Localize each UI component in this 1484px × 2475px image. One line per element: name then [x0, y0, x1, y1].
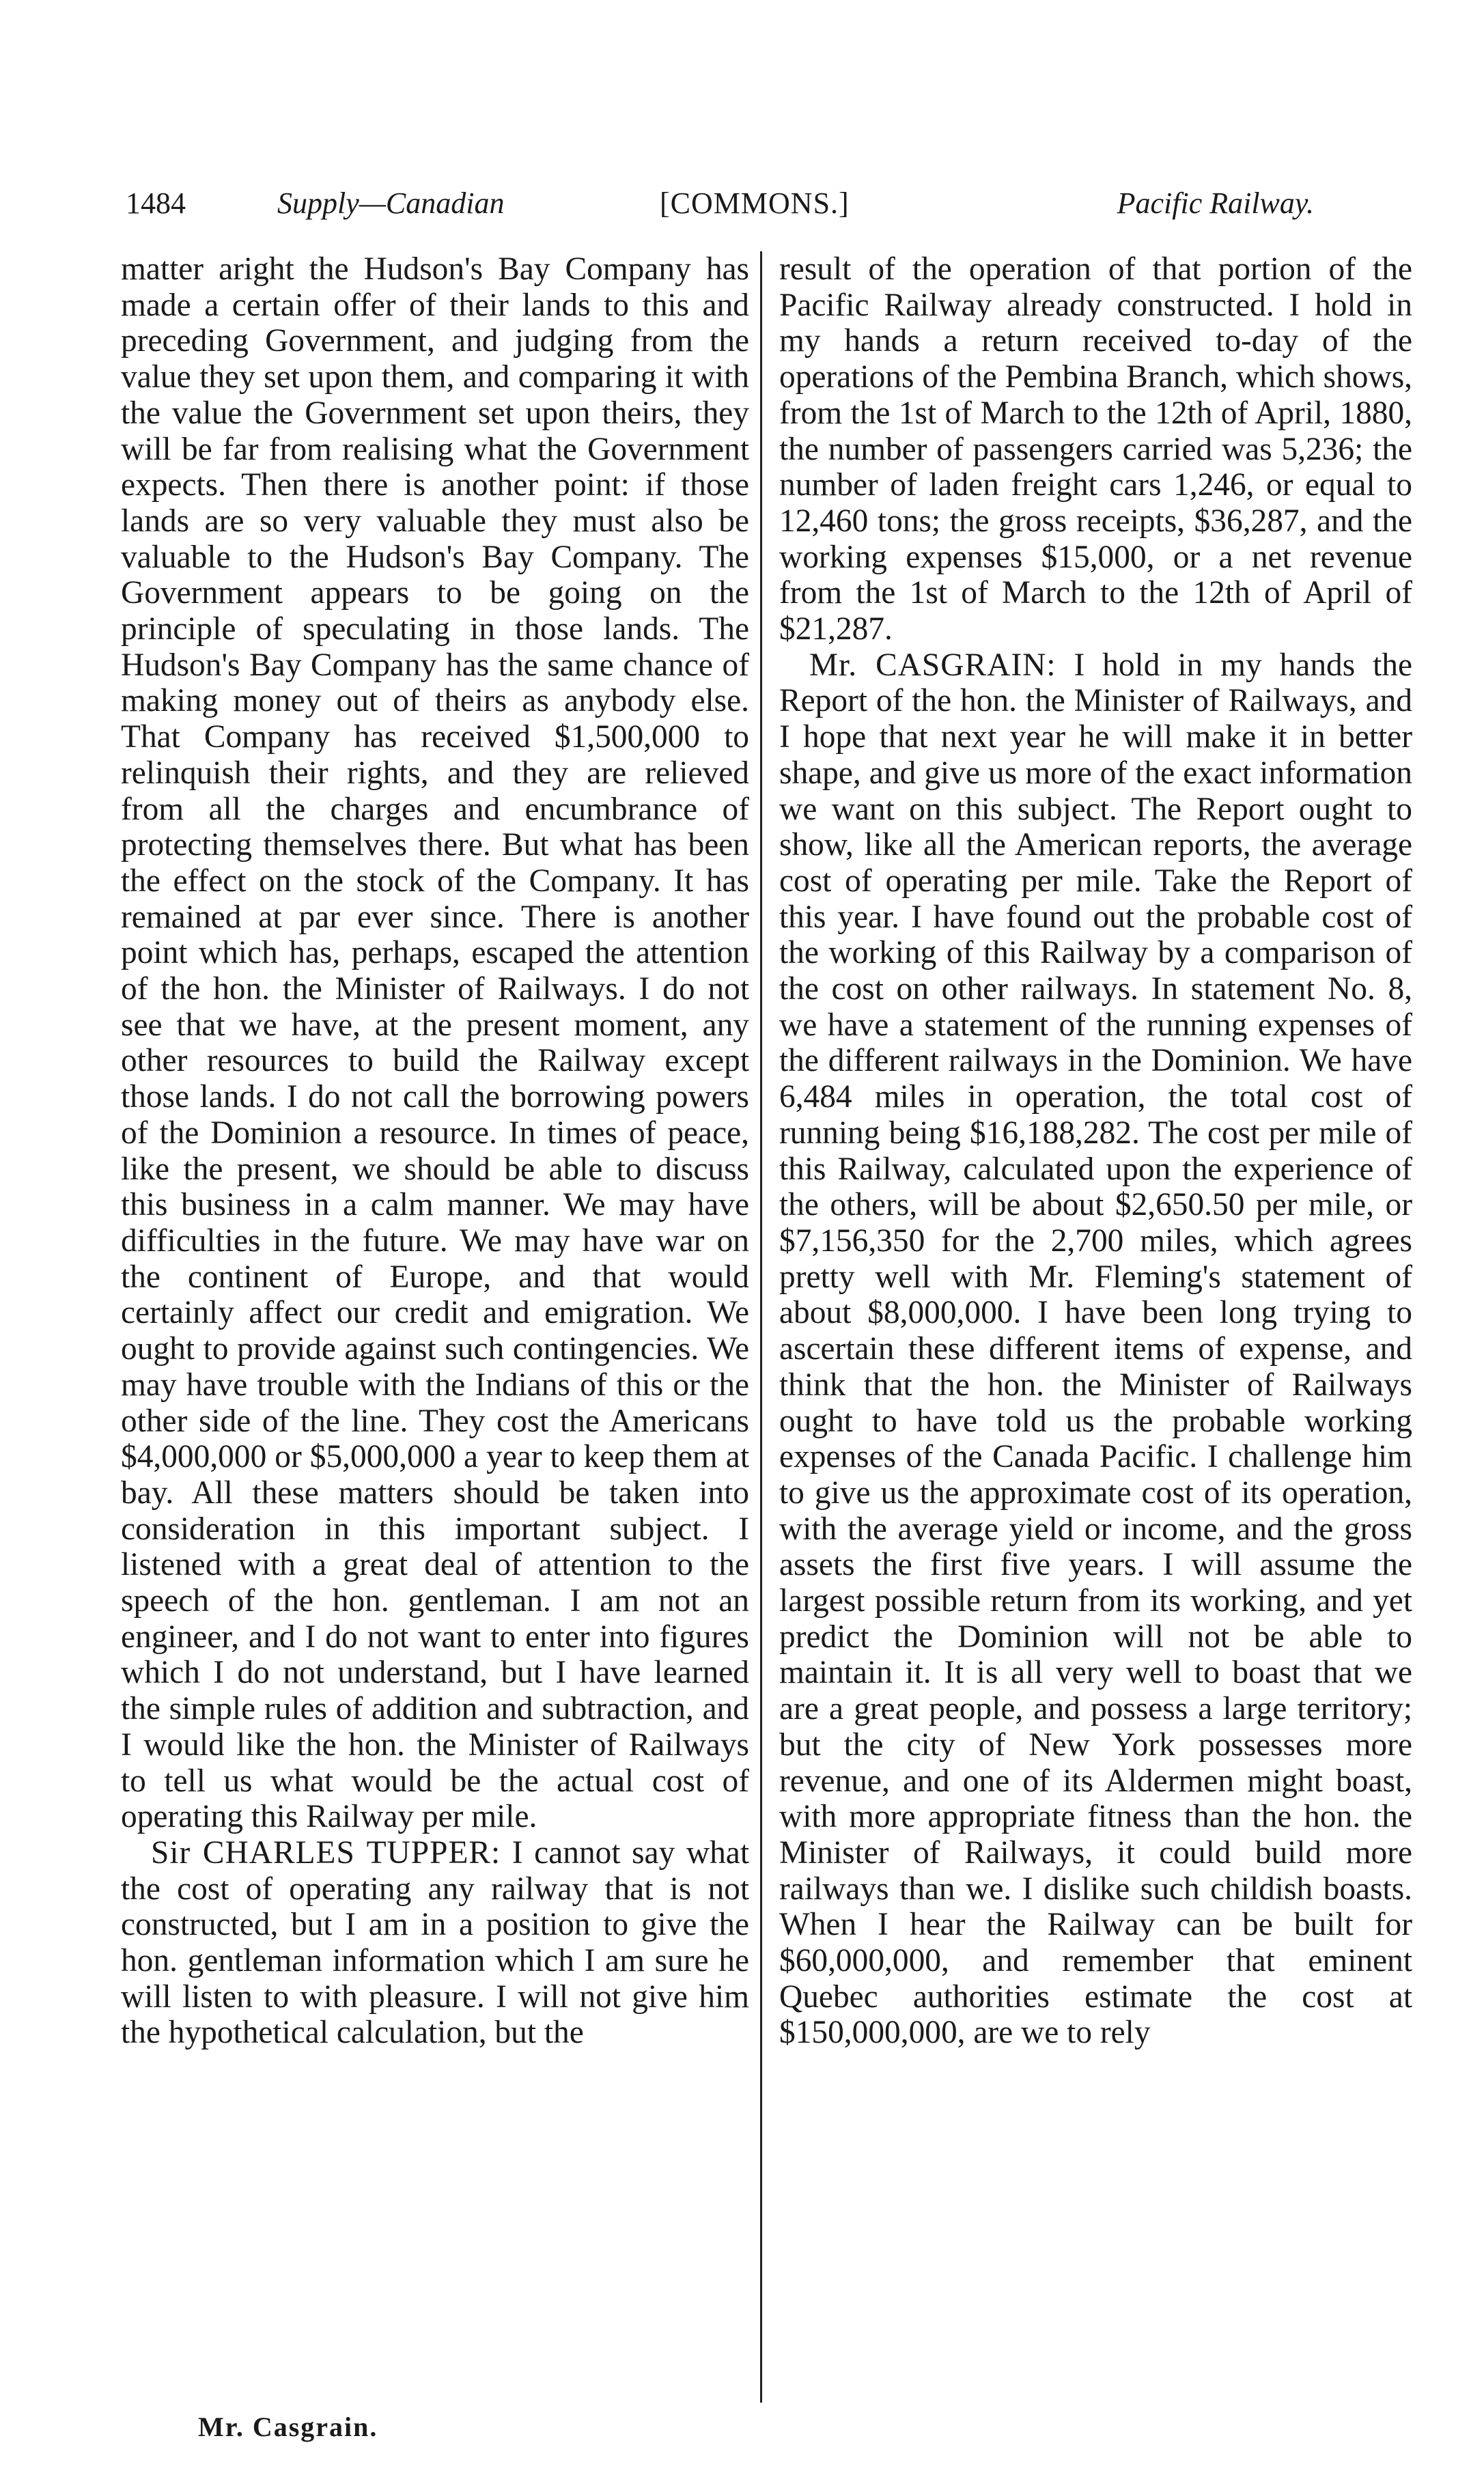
header-right-title: Pacific Railway. — [1117, 186, 1314, 220]
column-divider — [760, 251, 762, 2403]
header-center-title: [COMMONS.] — [660, 186, 850, 220]
header-left-title: Supply—Canadian — [277, 186, 505, 220]
right-paragraph-2 — [779, 647, 1412, 2051]
left-paragraph-2 — [121, 1835, 749, 2051]
running-header — [126, 176, 1314, 231]
speaker-name: Mr. CASGRAIN: — [809, 647, 1056, 683]
left-paragraph-1: matter aright the Hudson's Bay Company has made a certain offer of their lands to this and preceding Government, and judging from the value they set upon them, and comparing it with the value the Government set upon theirs, they will be far from realising what the Government expects. Then there is another point: if those lands are so very valuable they must also be valuable to the Hudson's Bay Company. The Government appears to be going on the principle of speculating in those lands. The Hudson's Bay Company has the same chance of making money out of theirs as anybody else. That Company has received $1,500,000 to relinquish their rights, and they are relieved from all the charges and encumbrance of protecting themselves there. But what has been the effect on the stock of the Company. It has remained at par ever since. There is another point which has, perhaps, escaped the attention of the hon. the Minister of Railways. I do not see that we have, at the present moment, any other resources to build the Railway except those lands. I do not call the borrowing powers of the Dominion a resource. In times of peace, like the present, we should be able to discuss this business in a calm manner. We may have difficulties in the future. We may have war on the continent of Europe, and that would certainly affect our credit and emigration. We ought to provide against such contingencies. We may have trouble with the Indians of this or the other side of the line. They cost the Americans $4,000,000 or $5,000,000 a year to keep them at bay. All these matters should be taken into consideration in this important subject. I listened with a great deal of attention to the speech of the hon. gentleman. I am not an engineer, and I do not want to enter into figures which I do not understand, but I have learned the simple rules of addition and subtraction, and I would like the hon. the Minister of Railways to tell us what would be the actual cost of operating this Railway per mile. — [121, 251, 749, 1835]
right-column — [779, 251, 1412, 2409]
right-paragraph-1: result of the operation of that portion of the Pacific Railway already constructed. I hold in my hands a return received to-day of the operations of the Pembina Branch, which shows, from the 1st of March to the 12th of April, 1880, the number of passengers carried was 5,236; the number of laden freight cars 1,246, or equal to 12,460 tons; the gross receipts, $36,287, and the working expenses $15,000, or a net revenue from the 1st of March to the 12th of April of $21,287. — [779, 251, 1412, 647]
speaker-name: Sir CHARLES TUPPER: — [151, 1834, 501, 1871]
speech-text: I hold in my hands the Report of the hon. the Minister of Railways, and I hope that next year he will make it in better shape, and give us more of the exact information we want on this subject. The Report ought to show, like all the American reports, the average cost of operating per mile. Take the Report of this year. I have found out the probable cost of the working of this Railway by a comparison of the cost on other railways. In statement No. 8, we have a statement of the running expenses of the different railways in the Dominion. We have 6,484 miles in operation, the total cost of running being $16,188,282. The cost per mile of this Railway, calculated upon the experience of the others, will be about $2,650.50 per mile, or $7,156,350 for the 2,700 miles, which agrees pretty well with Mr. Fleming's statement of about $8,000,000. I have been long trying to ascertain these different items of expense, and think that the hon. the Minister of Railways ought to have told us the probable working expenses of the Canada Pacific. I challenge him to give us the approximate cost of its operation, with the average yield or income, and the gross assets the first five years. I will assume the largest possible return from its working, and yet predict the Dominion will not be able to maintain it. It is all very well to boast that we are a great people, and possess a large territory; but the city of New York possesses more revenue, and one of its Aldermen might boast, with more appropriate fitness than the hon. the Minister of Railways, it could build more railways than we. I dislike such childish boasts. When I hear the Railway can be built for $60,000,000, and remember that eminent Quebec authorities estimate the cost at $150,000,000, are we to rely — [779, 647, 1412, 2051]
left-column — [121, 251, 749, 2409]
page-footer: Mr. Casgrain. — [198, 2411, 378, 2442]
speech-text: I cannot say what the cost of operating any railway that is not constructed, but I am in a position to give the hon. gentleman information which I am sure he will listen to with pleasure. I will not give him the hypothetical calculation, but the — [121, 1834, 749, 2051]
page-number: 1484 — [126, 186, 186, 220]
